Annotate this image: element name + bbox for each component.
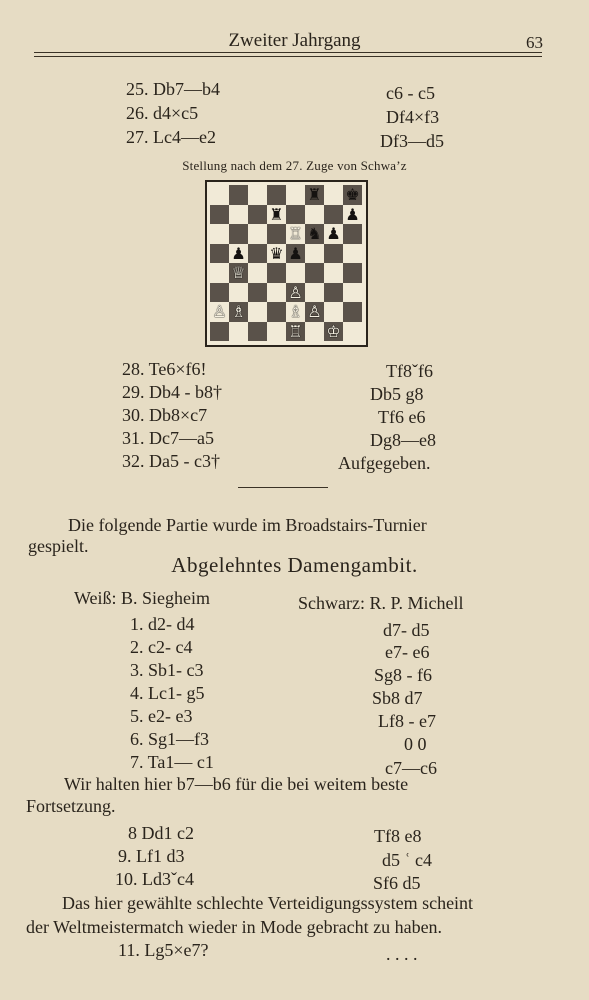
board-square — [248, 185, 267, 205]
board-square — [343, 224, 362, 244]
board-square — [267, 263, 286, 283]
board-square — [229, 205, 248, 225]
header-rule-bottom — [34, 56, 542, 57]
comment-line: Fortsetzung. — [26, 796, 116, 816]
board-square — [305, 263, 324, 283]
move-black: Sg8 - f6 — [374, 665, 432, 685]
move-black: Tf8 e8 — [374, 826, 422, 846]
board-square — [229, 283, 248, 303]
move-white: 11. Lg5×e7? — [118, 940, 209, 960]
section-separator — [238, 487, 328, 488]
board-square — [267, 302, 286, 322]
chess-piece-black-f6: ♞ — [307, 224, 322, 243]
move-black: Aufgegeben. — [338, 453, 431, 473]
move-white: 31. Dc7—a5 — [122, 428, 214, 448]
chess-piece-white-b2: ♗ — [231, 302, 246, 321]
move-black: c7—c6 — [385, 758, 437, 778]
move-black: 0 0 — [404, 734, 427, 754]
board-square — [305, 205, 324, 225]
move-white: 9. Lf1 d3 — [118, 846, 185, 866]
running-header-title: Zweiter Jahrgang — [228, 30, 361, 51]
chess-diagram — [205, 180, 368, 347]
board-square — [343, 302, 362, 322]
move-white: 25. Db7—b4 — [126, 79, 220, 99]
move-black: d5 ʿ c4 — [382, 850, 432, 870]
move-white: 1. d2- d4 — [130, 614, 195, 634]
move-black: Tf8ˇf6 — [386, 361, 433, 381]
board-square — [324, 244, 343, 264]
board-square — [229, 224, 248, 244]
chess-piece-black-h8: ♚ — [345, 185, 360, 204]
move-black: Db5 g8 — [370, 384, 424, 404]
board-square — [210, 224, 229, 244]
move-black: . . . . — [386, 944, 418, 964]
chess-piece-black-h7: ♟ — [345, 204, 360, 224]
move-black: d7- d5 — [383, 620, 430, 640]
chess-piece-black-f8: ♜ — [307, 185, 322, 204]
white-player: Weiß: B. Siegheim — [74, 588, 211, 608]
board-square — [210, 263, 229, 283]
board-square — [248, 205, 267, 225]
move-black: Lf8 - e7 — [378, 711, 436, 731]
chess-piece-black-g6: ♟ — [326, 224, 341, 243]
diagram-caption: Stellung nach dem 27. Zuge von Schwaʼz — [182, 158, 407, 173]
board-square — [324, 283, 343, 303]
move-white: 2. c2- c4 — [130, 637, 193, 657]
move-white: 8 Dd1 c2 — [128, 823, 194, 843]
move-white: 10. Ld3ˇc4 — [115, 869, 194, 889]
chess-piece-black-b5: ♟ — [231, 243, 246, 263]
board-square — [248, 283, 267, 303]
comment-line: der Weltmeistermatch wieder in Mode gebracht zu haben. — [26, 917, 443, 937]
board-square — [229, 322, 248, 342]
move-white: 29. Db4 - b8† — [122, 382, 222, 402]
board-square — [324, 302, 343, 322]
board-square — [343, 283, 362, 303]
intro-line: Die folgende Partie wurde im Broadstairs-Turnier — [68, 515, 427, 535]
chess-piece-white-b4: ♕ — [231, 263, 246, 282]
comment-line: Wir halten hier b7—b6 für die bei weitem beste — [64, 774, 409, 794]
board-square — [267, 322, 286, 342]
board-square — [324, 205, 343, 225]
board-square — [286, 185, 305, 205]
board-square — [305, 283, 324, 303]
comment-line: Das hier gewählte schlechte Verteidigungssystem scheint — [62, 893, 474, 913]
board-square — [210, 283, 229, 303]
move-black: c6 - c5 — [386, 83, 435, 103]
game-title: Abgelehntes Damengambit. — [171, 553, 418, 577]
board-square — [210, 322, 229, 342]
board-square — [343, 244, 362, 264]
move-white: 7. Ta1— c1 — [130, 752, 214, 772]
board-square — [267, 185, 286, 205]
move-black: Dg8—e8 — [370, 430, 436, 450]
board-square — [343, 263, 362, 283]
board-square — [210, 185, 229, 205]
move-white: 3. Sb1- c3 — [130, 660, 204, 680]
move-white: 5. e2- e3 — [130, 706, 193, 726]
move-white: 32. Da5 - c3† — [122, 451, 220, 471]
page-number: 63 — [526, 33, 543, 52]
chess-piece-white-g1: ♔ — [326, 321, 341, 341]
board-square — [210, 205, 229, 225]
black-player: Schwarz: R. P. Michell — [298, 593, 464, 613]
header-rule-top — [34, 52, 542, 53]
board-square — [267, 283, 286, 303]
move-black: Df4×f3 — [386, 107, 440, 127]
move-white: 28. Te6×f6! — [122, 359, 207, 379]
board-square — [229, 185, 248, 205]
board-square — [248, 322, 267, 342]
board-square — [305, 322, 324, 342]
move-white: 30. Db8×c7 — [122, 405, 208, 425]
board-square — [248, 224, 267, 244]
chess-piece-white-f2: ♙ — [307, 302, 322, 321]
board-square — [248, 244, 267, 264]
chess-piece-white-e6: ♖ — [288, 224, 303, 243]
move-white: 27. Lc4—e2 — [126, 127, 216, 147]
chess-piece-white-e3: ♙ — [288, 282, 303, 302]
move-black: Sf6 d5 — [373, 873, 421, 893]
move-black: Sb8 d7 — [372, 688, 423, 708]
move-black: Df3—d5 — [380, 131, 444, 151]
board-square — [286, 263, 305, 283]
chess-piece-black-e5: ♟ — [288, 243, 303, 263]
move-white: 26. d4×c5 — [126, 103, 199, 123]
move-white: 6. Sg1—f3 — [130, 729, 210, 749]
board-square — [248, 263, 267, 283]
board-square — [324, 263, 343, 283]
board-square — [248, 302, 267, 322]
board-square — [267, 224, 286, 244]
chess-piece-black-d7: ♜ — [269, 204, 284, 224]
move-white: 4. Lc1- g5 — [130, 683, 205, 703]
move-black: e7- e6 — [385, 642, 430, 662]
chess-piece-white-e1: ♖ — [288, 321, 303, 341]
board-square — [343, 322, 362, 342]
chess-piece-white-a2: ♙ — [212, 302, 227, 321]
intro-line: gespielt. — [28, 536, 89, 556]
board-square — [286, 205, 305, 225]
move-black: Tf6 e6 — [378, 407, 426, 427]
chess-piece-white-e2: ♗ — [288, 302, 303, 321]
board-square — [210, 244, 229, 264]
board-square — [324, 185, 343, 205]
board-square — [305, 244, 324, 264]
chess-piece-black-d5: ♛ — [269, 243, 284, 263]
